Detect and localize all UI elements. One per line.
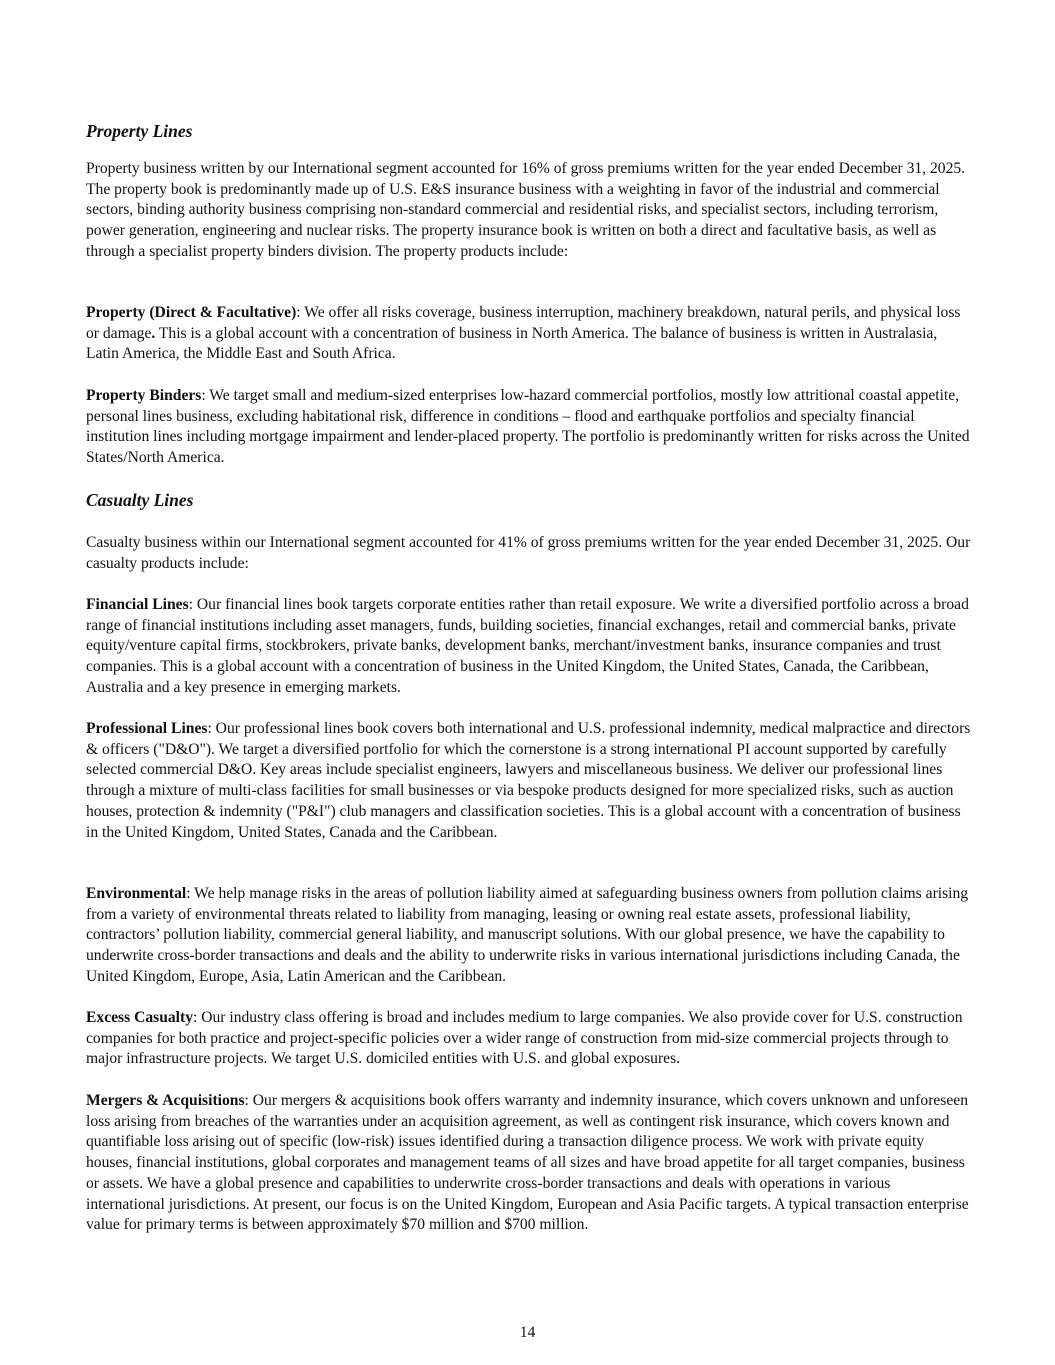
excess-casualty-text: : Our industry class offering is broad and includes medium to large companies. We also provide cover for U.S. construction companies for both practice and project-specific policies over a wider range of construction from mid-size commercial projects through to major infrastructure projects. We target U.S. domiciled entities with U.S. and global exposures. [86,1009,963,1068]
property-direct-facultative-text-continued: This is a global account with a concentration of business in North America. The balance of business is written in Australasia, Latin America, the Middle East and South Africa. [86,324,938,363]
mergers-acquisitions-term: Mergers & Acquisitions [86,1092,245,1109]
property-direct-facultative-text: : We offer all risks coverage, business interruption, machinery breakdown, natural perils, and physical loss or damage [86,304,961,342]
property-lines-heading: Property Lines [86,121,193,141]
professional-lines-term: Professional Lines [86,720,208,737]
property-binders-text: : We target small and medium-sized enterprises low-hazard commercial portfolios, mostly low attritional coastal appetite, personal lines business, excluding habitational risk, difference in conditions – flood and earthquake portfolios and specialty financial institution lines including mortgage impairment and lender-placed property. The portfolio is predominantly written for risks across the United States/North America. [86,387,970,467]
property-binders-term: Property Binders [86,387,202,404]
financial-lines-text: : Our financial lines book targets corporate entities rather than retail exposure. We write a diversified portfolio across a broad range of financial institutions including asset managers, funds, building societies, financial exchanges, retail and commercial banks, private equity/venture capital firms, stockbrokers, private banks, development banks, merchant/investment banks, insurance companies and trust companies. This is a global account with a concentration of business in the United Kingdom, the United States, Canada, the Caribbean, Australia and a key presence in emerging markets. [86,596,969,696]
property-lines-intro: Property business written by our International segment accounted for 16% of gross premiums written for the year ended December 31, 2025. The property book is predominantly made up of U.S. E&S insurance business with a weighting in favor of the industrial and commercial sectors, binding authority business comprising non-standard commercial and residential risks, and specialist sectors, including terrorism, power generation, engineering and nuclear risks. The property insurance book is written on both a direct and facultative basis, as well as through a specialist property binders division. The property products include: [86,160,966,260]
property-direct-facultative-paragraph [86,303,971,365]
property-binders-paragraph [86,386,971,469]
mergers-acquisitions-paragraph [86,1091,971,1236]
environmental-paragraph [86,884,971,988]
environmental-text: : We help manage risks in the areas of pollution liability aimed at safeguarding business owners from pollution claims arising from a variety of environmental threats related to liability from managing, leasing or owning real estate assets, professional liability, contractors’ pollution liability, commercial general liability, and manuscript solutions. With our global presence, we have the capability to underwrite cross-border transactions and deals and the ability to underwrite risks in various international jurisdictions including Canada, the United Kingdom, Europe, Asia, Latin American and the Caribbean. [86,885,969,985]
property-direct-facultative-term: Property (Direct & Facultative) [86,304,297,321]
environmental-term: Environmental [86,885,187,902]
financial-lines-term: Financial Lines [86,596,189,613]
financial-lines-paragraph [86,595,971,699]
casualty-lines-heading: Casualty Lines [86,490,194,510]
excess-casualty-paragraph [86,1008,971,1070]
property-direct-facultative-period: . [151,324,156,342]
professional-lines-paragraph [86,719,971,843]
excess-casualty-term: Excess Casualty [86,1009,193,1026]
mergers-acquisitions-text: : Our mergers & acquisitions book offers warranty and indemnity insurance, which covers unknown and unforeseen loss arising from breaches of the warranties under an acquisition agreement, as well as contingent risk insurance, which covers known and quantifiable loss arising out of specific (low-risk) issues identified during a transaction diligence process. We work with private equity houses, financial institutions, global corporates and management teams of all sizes and have broad appetite for all target companies, business or assets. We have a global presence and capabilities to underwrite cross-border transactions and deals with operations in various international jurisdictions. At present, our focus is on the United Kingdom, European and Asia Pacific targets. A typical transaction enterprise value for primary terms is between approximately $70 million and $700 million. [86,1092,969,1234]
casualty-lines-intro: Casualty business within our International segment accounted for 41% of gross premiums written for the year ended December 31, 2025. Our casualty products include: [86,534,971,572]
professional-lines-text: : Our professional lines book covers both international and U.S. professional indemnity, medical malpractice and directors & officers ("D&O"). We target a diversified portfolio for which the cornerstone is a strong international PI account supported by carefully selected commercial D&O. Key areas include specialist engineers, lawyers and miscellaneous business. We deliver our professional lines through a mixture of multi-class facilities for small businesses or via bespoke products designed for more specialized risks, such as auction houses, protection & indemnity ("P&I") club managers and classification societies. This is a global account with a concentration of business in the United Kingdom, United States, Canada and the Caribbean. [86,720,971,841]
page-number: 14 [519,1324,536,1341]
